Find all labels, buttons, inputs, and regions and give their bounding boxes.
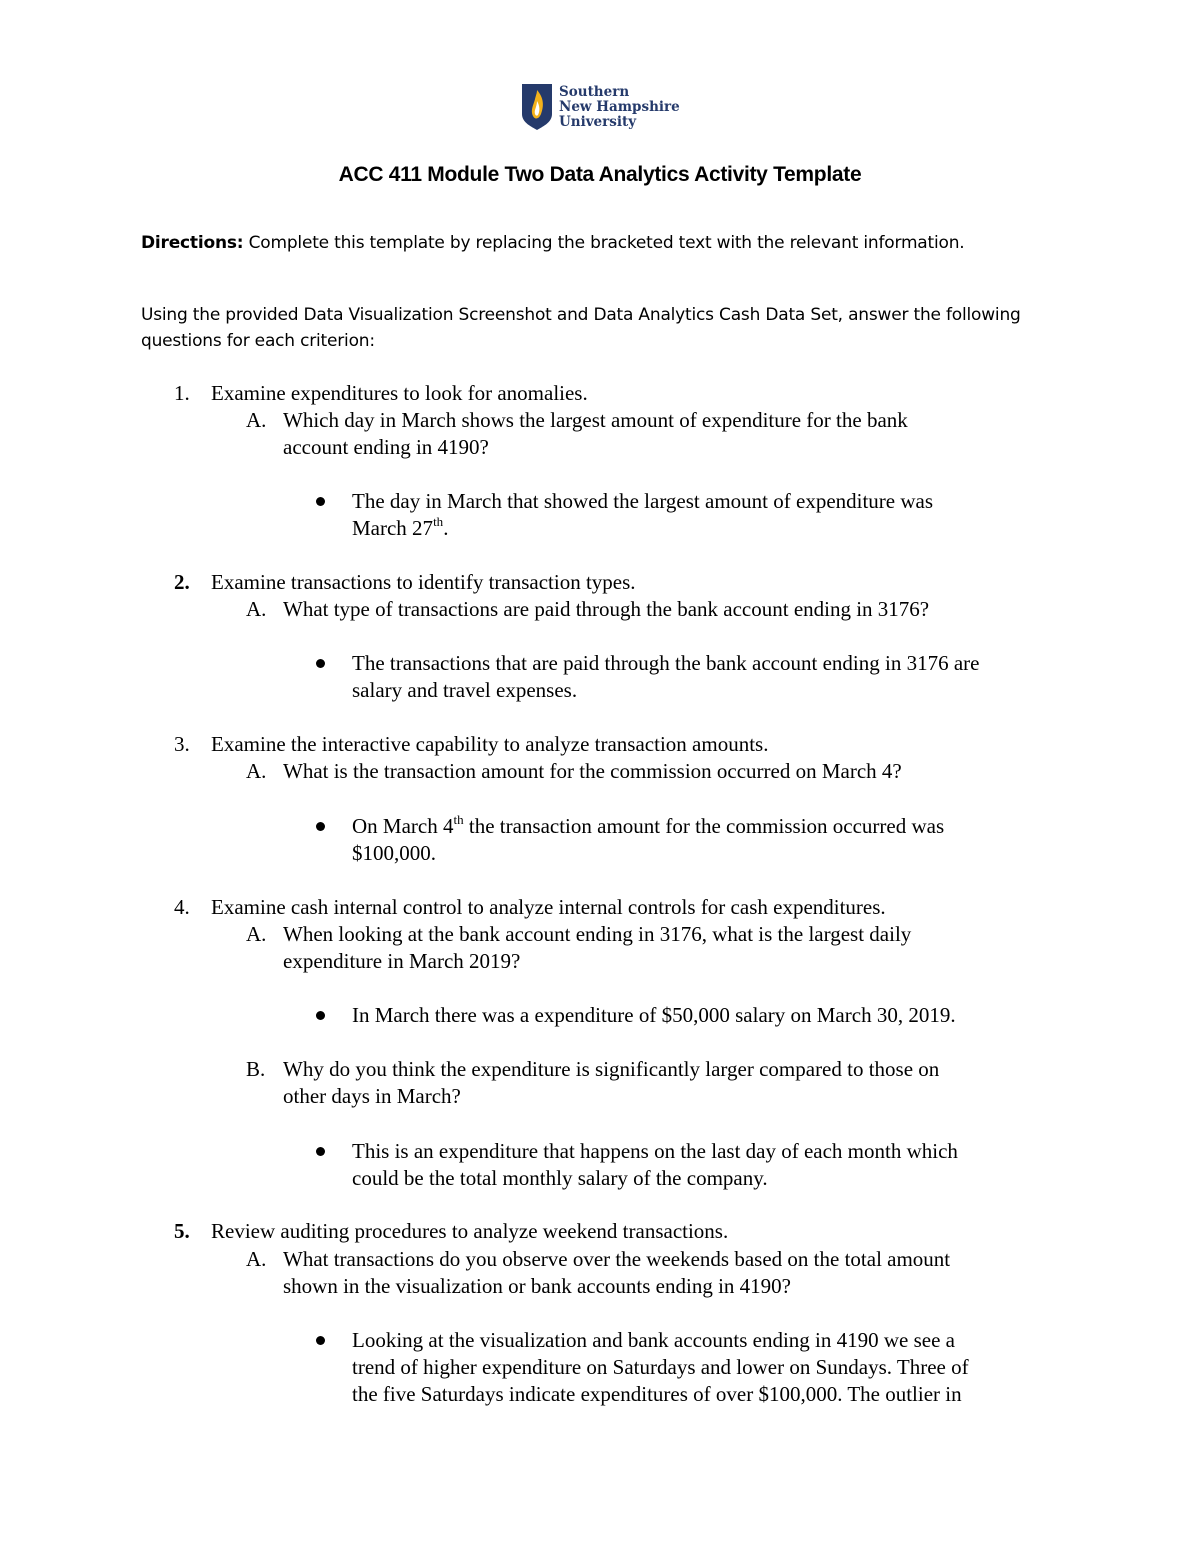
item-4-question-a-line-1: When looking at the bank account ending in 3176, what is the largest daily: [283, 922, 912, 946]
item-4-question-a-letter: A.: [246, 922, 267, 946]
item-4-number: 4.: [174, 895, 190, 919]
item-2-question-a-line-1: What type of transactions are paid through the bank account ending in 3176?: [283, 597, 930, 621]
item-1-answer-period: .: [443, 516, 449, 540]
item-4-question-b-line-1: Why do you think the expenditure is significantly larger compared to those on: [283, 1057, 940, 1081]
directions-label: Directions:: [141, 233, 244, 253]
item-5-text: Review auditing procedures to analyze weekend transactions.: [211, 1219, 729, 1243]
item-3-answer-line-1: [352, 813, 944, 840]
item-3-question-a-letter: A.: [246, 759, 267, 783]
item-1-answer-suffix: th: [433, 514, 444, 529]
item-3-answer-suffix: th: [453, 812, 464, 827]
item-1-answer-line-2: [352, 515, 448, 542]
bullet-icon: [316, 1336, 325, 1345]
shield-flame-icon: [522, 84, 552, 130]
item-5-question-a-line-1: What transactions do you observe over the weekends based on the total amount: [283, 1247, 951, 1271]
bullet-icon: [316, 822, 325, 831]
item-2-question-a-letter: A.: [246, 597, 267, 621]
item-5-answer-line-1: Looking at the visualization and bank accounts ending in 4190 we see a: [352, 1328, 956, 1352]
item-3-text: Examine the interactive capability to analyze transaction amounts.: [211, 732, 769, 756]
item-1-question-a-letter: A.: [246, 408, 267, 432]
bullet-icon: [316, 1147, 325, 1156]
item-4-question-b-line-2: other days in March?: [283, 1084, 461, 1108]
item-1-text: Examine expenditures to look for anomalies.: [211, 381, 588, 405]
bullet-icon: [316, 497, 325, 506]
snhu-logo: [522, 84, 680, 130]
bullet-icon: [316, 1011, 325, 1020]
intro-line-2: questions for each criterion:: [141, 331, 375, 351]
item-3-answer-rest: the transaction amount for the commission occurred was: [463, 814, 945, 838]
directions-paragraph: [141, 233, 965, 253]
logo-line-3: University: [559, 114, 637, 130]
directions-text: Complete this template by replacing the bracketed text with the relevant information.: [243, 233, 965, 253]
intro-line-1: Using the provided Data Visualization Screenshot and Data Analytics Cash Data Set, answer the following: [141, 305, 1021, 325]
item-3-answer-date: On March 4: [352, 814, 454, 838]
item-4-answer-a-line-1: In March there was a expenditure of $50,000 salary on March 30, 2019.: [352, 1003, 956, 1027]
logo-line-2: New Hampshire: [559, 99, 680, 115]
item-2-answer-line-1: The transactions that are paid through the bank account ending in 3176 are: [352, 651, 980, 675]
logo-line-1: Southern: [559, 84, 630, 100]
item-5-number: 5.: [174, 1219, 190, 1243]
item-5-answer-line-3: the five Saturdays indicate expenditures of over $100,000. The outlier in: [352, 1382, 962, 1406]
item-2-text: Examine transactions to identify transaction types.: [211, 570, 636, 594]
item-4-answer-b-line-1: This is an expenditure that happens on the last day of each month which: [352, 1139, 958, 1163]
bullet-icon: [316, 659, 325, 668]
item-1-number: 1.: [174, 381, 190, 405]
item-1-answer-line-1: The day in March that showed the largest amount of expenditure was: [352, 489, 934, 513]
logo-wordmark: [559, 85, 680, 130]
item-4-question-b-letter: B.: [246, 1057, 266, 1081]
document-title: ACC 411 Module Two Data Analytics Activity Template: [338, 163, 862, 186]
item-1-answer-date: March 27: [352, 516, 434, 540]
item-3-answer-line-2: $100,000.: [352, 841, 436, 865]
item-3-question-a-line-1: What is the transaction amount for the commission occurred on March 4?: [283, 759, 902, 783]
item-2-number: 2.: [174, 570, 190, 594]
item-5-question-a-line-2: shown in the visualization or bank accounts ending in 4190?: [283, 1274, 791, 1298]
item-5-question-a-letter: A.: [246, 1247, 267, 1271]
item-1-question-a-line-2: account ending in 4190?: [283, 435, 489, 459]
item-4-answer-b-line-2: could be the total monthly salary of the company.: [352, 1166, 768, 1190]
item-2-answer-line-2: salary and travel expenses.: [352, 678, 578, 702]
item-5-answer-line-2: trend of higher expenditure on Saturdays and lower on Sundays. Three of: [352, 1355, 969, 1379]
item-4-question-a-line-2: expenditure in March 2019?: [283, 949, 521, 973]
item-3-number: 3.: [174, 732, 190, 756]
item-4-text: Examine cash internal control to analyze internal controls for cash expenditures.: [211, 895, 886, 919]
item-1-question-a-line-1: Which day in March shows the largest amount of expenditure for the bank: [283, 408, 908, 432]
